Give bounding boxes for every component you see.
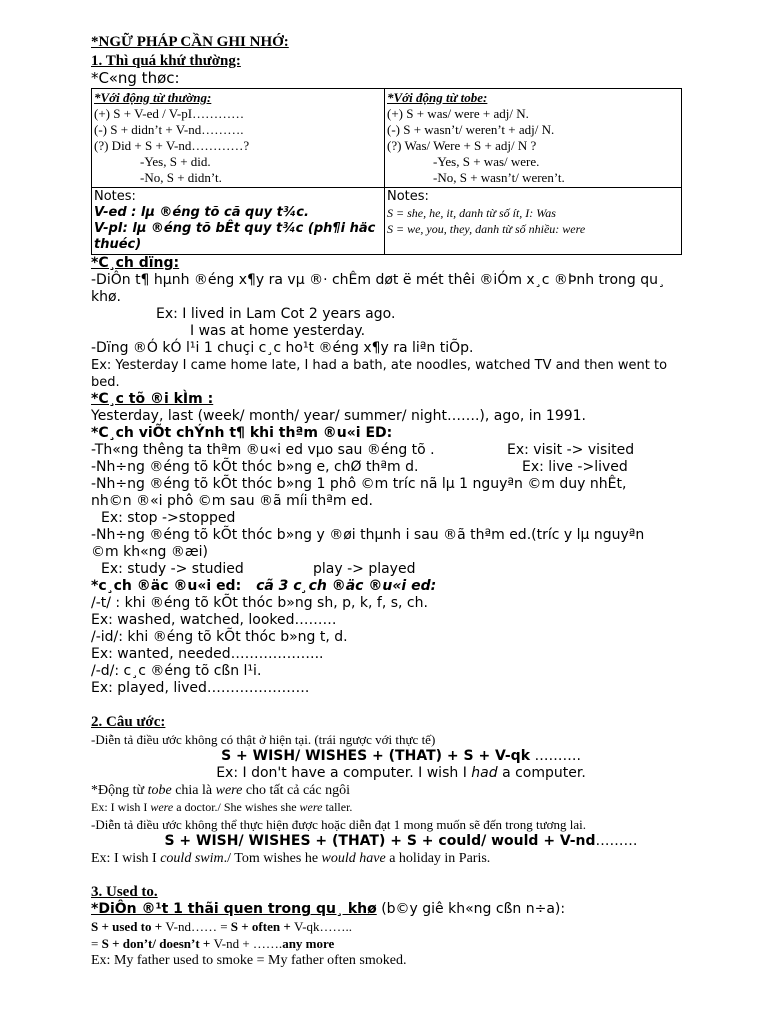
wish-formula-2: [91, 833, 711, 850]
usage-example: Ex: Yesterday I came home late, I had a bath, ate noodles, watched TV and then went to: [91, 358, 668, 373]
ex-play: play -> played: [313, 561, 416, 577]
ex2-text: Ex: I wish I: [91, 800, 151, 814]
regular-positive: (+) S + V-ed / V-pI…………: [94, 106, 245, 121]
ed-rule: [91, 442, 711, 459]
usage-example: Ex: I lived in Lam Cot 2 years ago.: [156, 306, 396, 322]
pronunciation-heading-1: *c¸ch ®äc ®u«i ed:: [91, 578, 242, 594]
tobe-no: -No, S + wasn’t/ weren’t.: [433, 170, 565, 185]
pronunciation-line: Ex: washed, watched, looked………: [91, 612, 337, 628]
wish-example-3: [91, 850, 711, 867]
ex3-text: Ex: I wish I: [91, 851, 161, 866]
tobe-note-text: cho tất cả các ngôi: [242, 783, 350, 798]
ex1-text: had: [471, 765, 498, 781]
f2-text: V-nd + …….: [213, 936, 283, 951]
f1-text: V-qk……..: [294, 919, 353, 934]
formula-1-tail: ……….: [530, 748, 581, 764]
signals-line: Yesterday, last (week/ month/ year/ summer/ night…….), ago, in 1991.: [91, 408, 587, 424]
section-2-heading: 2. Câu ước:: [91, 714, 166, 730]
tobe-heading: *Với động từ tobe:: [387, 90, 488, 105]
ed-rule-example: Ex: visit -> visited: [507, 442, 635, 458]
pronunciation-heading: [91, 578, 711, 595]
ex-study: Ex: study -> studied: [101, 561, 244, 577]
regular-yes: -Yes, S + did.: [140, 154, 211, 169]
regular-verbs-heading: *Với động từ thường:: [94, 90, 212, 105]
usage-example: I was at home yesterday.: [190, 323, 366, 339]
pronunciation-heading-2: cã 3 c¸ch ®äc ®u«i ed:: [256, 578, 437, 594]
cell-regular-verbs: [92, 89, 385, 188]
ex3-text: a holiday in Paris.: [385, 851, 491, 866]
notes-left-label: Notes:: [94, 189, 136, 204]
ex1-text: a computer.: [497, 765, 586, 781]
used-to-subheading: [91, 901, 711, 918]
used-to-subheading-text: *DiÔn ®¹t 1 thãi quen trong qu¸ khø: [91, 901, 377, 917]
regular-question: (?) Did + S + V-nd…………?: [94, 138, 250, 153]
wish-formula-1: [91, 748, 711, 765]
formula-1: S + WISH/ WISHES + (THAT) + S + V-qk: [221, 748, 531, 764]
tobe-yes: -Yes, S + was/ were.: [433, 154, 540, 169]
pronunciation-line: /-t/ : khi ®éng tõ kÕt thóc b»ng sh, p, k, f, s, ch.: [91, 595, 428, 611]
used-to-example: Ex: My father used to smoke = My father often smoked.: [91, 953, 407, 968]
formula-2: S + WISH/ WISHES + (THAT) + S + could/ would + V-nd: [164, 833, 596, 849]
wish-future-line: -Diễn tả điều ước không thể thực hiện được hoặc diễn đạt 1 mong muốn sẽ đến trong tương lai.: [91, 817, 587, 832]
f2-text: =: [91, 936, 102, 951]
ed-spelling-heading: *C¸ch viÕt chÝnh t¶ khi thªm ®u«i ED:: [91, 425, 393, 441]
wish-present-line: -Diễn tả điều ước không có thật ở hiện tại. (trái ngược với thực tế): [91, 732, 436, 747]
used-to-formula-2: [91, 935, 711, 952]
wish-example-2: [91, 799, 711, 816]
formula-2-tail: ………: [595, 833, 638, 849]
ed-rule-example-row: [91, 561, 711, 578]
pronunciation-line: /-d/: c¸c ®éng tõ cßn l¹i.: [91, 663, 262, 679]
f2-text: S + don’t/ doesn’t +: [101, 936, 214, 951]
document-page: [91, 34, 711, 969]
cell-notes-left: [92, 188, 385, 255]
ed-rule-example: Ex: stop ->stopped: [101, 510, 236, 526]
f1-text: S + often +: [230, 919, 294, 934]
formula-label: *C«ng thøc:: [91, 69, 180, 87]
ex2-text: were: [299, 800, 323, 814]
notes-right-label: Notes:: [387, 189, 429, 204]
section-1-body: [91, 255, 711, 697]
used-to-formula-1: [91, 918, 711, 935]
pronunciation-line: Ex: played, lived………………….: [91, 680, 310, 696]
regular-no: -No, S + didn’t.: [140, 170, 222, 185]
pronunciation-line: /-id/: khi ®éng tõ kÕt thóc b»ng t, d.: [91, 629, 348, 645]
ex2-text: a doctor./ She wishes she: [173, 800, 300, 814]
used-to-subheading-tail: (b©y giê kh«ng cßn n÷a):: [376, 901, 566, 917]
ex3-text: ./ Tom wishes he: [223, 851, 322, 866]
usage-line: -DiÔn t¶ hµnh ®éng x¶y ra vµ ®· chÊm døt ë mét thêi ®iÓm x¸c ®Þnh trong qu¸: [91, 272, 665, 288]
cell-tobe-verbs: [385, 89, 682, 188]
tobe-negative: (-) S + wasn’t/ weren’t + adj/ N.: [387, 122, 555, 137]
cell-notes-right: [385, 188, 682, 255]
ex2-text: taller.: [322, 800, 353, 814]
formula-table: [91, 88, 682, 255]
tobe-note-text: *Động từ: [91, 783, 148, 798]
tobe-note-text: tobe: [147, 783, 172, 798]
wish-example-1: [91, 765, 711, 782]
document-title: *NGỮ PHÁP CẦN GHI NHỚ:: [91, 34, 289, 50]
note-was: S = she, he, it, danh từ số ít, I: Was: [387, 206, 556, 220]
usage-example: bed.: [91, 375, 120, 390]
ex3-text: would have: [321, 851, 386, 866]
f1-text: S + used to +: [91, 919, 166, 934]
section-1-heading: 1. Thì quá khứ thường:: [91, 53, 241, 69]
f2-text: any more: [282, 936, 335, 951]
regular-negative: (-) S + didn’t + V-nd……….: [94, 122, 244, 137]
usage-line: khø.: [91, 289, 121, 305]
note-vpi: V-pI: lµ ®éng tõ bÊt quy t¾c (ph¶i häc thuéc): [94, 221, 376, 252]
ed-rule-text: -Nh÷ng ®éng tõ kÕt thóc b»ng e, chØ thªm d.: [91, 459, 419, 475]
ex3-text: could swim: [160, 851, 224, 866]
signals-heading: *C¸c tõ ®i kÌm :: [91, 391, 214, 407]
pronunciation-line: Ex: wanted, needed………………..: [91, 646, 324, 662]
tobe-question: (?) Was/ Were + S + adj/ N ?: [387, 138, 537, 153]
ed-rule-line: -Nh÷ng ®éng tõ kÕt thóc b»ng y ®øi thµnh i sau ®ã thªm ed.(tríc y lµ nguyªn: [91, 527, 645, 543]
note-were: S = we, you, they, danh từ số nhiều: were: [387, 222, 586, 236]
usage-line: -Dïng ®Ó kÓ l¹i 1 chuçi c¸c ho¹t ®éng x¶y ra liªn tiÕp.: [91, 340, 474, 356]
ed-rule-line: ©m kh«ng ®æi): [91, 544, 208, 560]
ed-rule-line: nh©n ®«i phô ©m sau ®ã míi thªm ed.: [91, 493, 373, 509]
tobe-note-text: chia là: [171, 783, 216, 798]
usage-heading: *C¸ch dïng:: [91, 255, 180, 271]
ed-rule: [91, 459, 711, 476]
tobe-note: [91, 782, 711, 799]
tobe-positive: (+) S + was/ were + adj/ N.: [387, 106, 529, 121]
note-ved: V-ed : lµ ®éng tõ cã quy t¾c.: [94, 205, 309, 220]
ed-rule-line: -Nh÷ng ®éng tõ kÕt thóc b»ng 1 phô ©m tríc nã lµ 1 nguyªn ©m duy nhÊt,: [91, 476, 627, 492]
f1-text: V-nd…… =: [165, 919, 231, 934]
tobe-note-text: were: [215, 783, 243, 798]
ed-rule-example: Ex: live ->lived: [522, 459, 628, 475]
ed-rule-text: -Th«ng thêng ta thªm ®u«i ed vµo sau ®éng tõ .: [91, 442, 435, 458]
ex1-text: Ex: I don't have a computer. I wish I: [216, 765, 472, 781]
ex2-text: were: [150, 800, 174, 814]
section-3-heading: 3. Used to.: [91, 884, 158, 900]
